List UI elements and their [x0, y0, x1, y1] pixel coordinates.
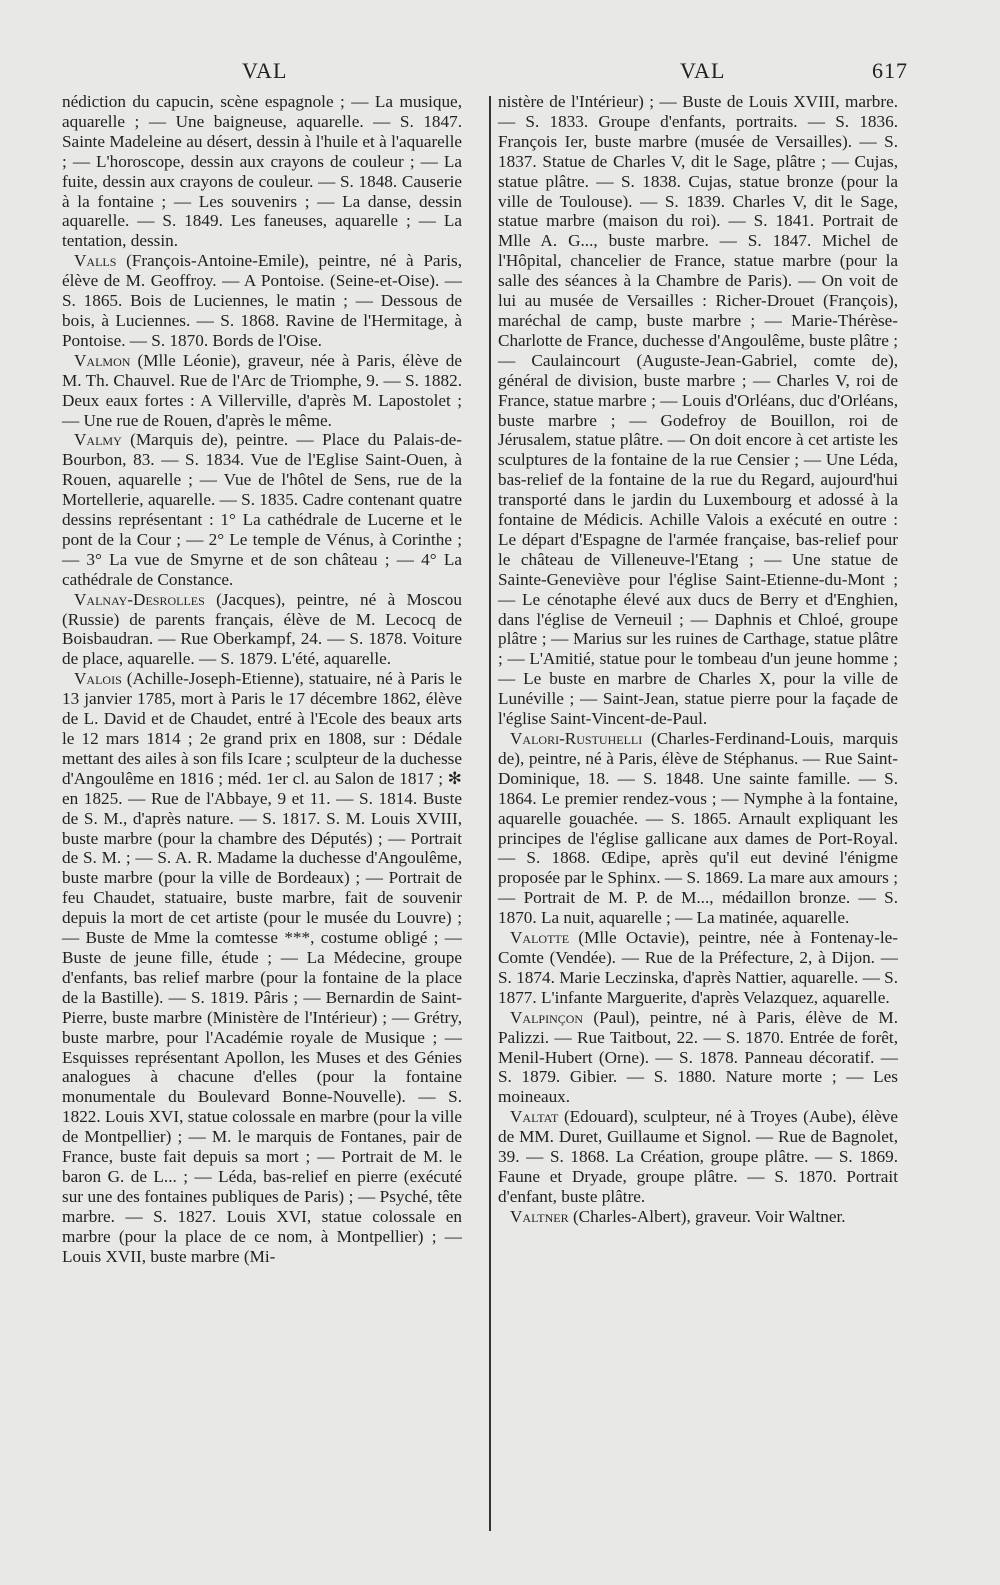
entry-name: Valnay-Desrolles — [74, 589, 205, 609]
entry-name: Valmy — [74, 430, 122, 450]
left-column — [62, 92, 462, 1266]
entry-name: Valpinçon — [510, 1007, 584, 1027]
entry-valpincon: Valpinçon (Paul), peintre, né à Paris, élève de M. Palizzi. — Rue Taitbout, 22. — S. 1870. Entrée de forêt, Menil-Hubert (Orne). — S. 1878. Panneau décoratif. — S. 1879. Gibier. — S. 1880. Nature morte ; — Les moineaux. — [498, 1007, 898, 1107]
entry-valotte: Valotte (Mlle Octavie), peintre, née à Fontenay-le-Comte (Vendée). — Rue de la Préfecture, 2, à Dijon. — S. 1874. Marie Leczinska, d'après Nattier, aquarelle. — S. 1877. L'infante Marguerite, d'après Velazquez, aquarelle. — [498, 928, 898, 1007]
entry-valori-rustuhelli: Valori-Rustuhelli (Charles-Ferdinand-Louis, marquis de), peintre, né à Paris, élève de Stéphanus. — Rue Saint-Dominique, 18. — S. 1848. Une sainte famille. — S. 1864. Le premier rendez-vous ; — Nymphe à la fontaine, aquarelle gouachée. — S. 1865. Arnault expliquant les principes de l'église gallicane aux dames de Port-Royal. — S. 1868. Œdipe, après qu'il eut deviné l'énigme proposée par le Sphinx. — S. 1869. La mare aux amours ; — Portrait de M. P. de M..., médaillon bronze. — S. 1870. La nuit, aquarelle ; — La matinée, aquarelle. — [498, 729, 899, 928]
page-number: 617 — [872, 58, 908, 83]
entry-name: Valmon — [74, 350, 131, 370]
entry-name: Valori-Rustuhelli — [510, 729, 643, 748]
entry-valnay-desrolles: Valnay-Desrolles (Jacques), peintre, né à Moscou (Russie) de parents français, élève de M. Lecocq de Boisbaudran. — Rue Oberkampf, 24. — S. 1878. Voiture de place, aquarelle. — S. 1879. L'été, aquarelle. — [62, 589, 462, 669]
entry-valmon: Valmon (Mlle Léonie), graveur, née à Paris, élève de M. Th. Chauvel. Rue de l'Arc de Triomphe, 9. — S. 1882. Deux eaux fortes : A Villerville, d'après M. Lapostolet ; — Une rue de Rouen, d'après le même. — [62, 350, 463, 430]
entry-continuation: nédiction du capucin, scène espagnole ; — La musique, aquarelle ; — Une baigneuse, aquarelle. — S. 1847. Sainte Madeleine au désert, dessin à l'huile et à l'aquarelle ; — L'horoscope, dessin aux crayons de couleur ; — La fuite, dessin aux crayons de couleur. — S. 1848. Causerie à la fontaine ; — Les souvenirs ; — La danse, dessin aquarelle. — S. 1849. Les faneuses, aquarelle ; — La tentation, dessin. — [62, 92, 462, 251]
column-divider — [489, 96, 491, 1531]
running-head-left: VAL — [242, 58, 288, 83]
entry-name: Valotte — [510, 928, 570, 948]
entry-name: Valtat — [510, 1107, 559, 1127]
entry-name: Valtner — [510, 1206, 569, 1226]
entry-valmy: Valmy (Marquis de), peintre. — Place du Palais-de-Bourbon, 83. — S. 1834. Vue de l'Eglise Saint-Ouen, à Rouen, aquarelle ; — Vue de l'hôtel de Sens, rue de la Mortellerie, aquarelle. — S. 1835. Cadre contenant quatre dessins représentant : 1° La cathédrale de Lucerne et le pont de la Cour ; — 2° Le temple de Vénus, à Corinthe ; — 3° La vue de Smyrne et de son château ; — 4° La cathédrale de Constance. — [62, 430, 463, 589]
entry-valois: Valois (Achille-Joseph-Etienne), statuaire, né à Paris le 13 janvier 1785, mort à Paris le 17 décembre 1862, élève de L. David et de Chaudet, entré à l'Ecole des beaux arts le 12 mars 1814 ; 2e grand prix en 1808, sur : Dédale mettant des ailes à son fils Icare ; sculpteur de la duchesse d'Angoulême en 1816 ; méd. 1er cl. au Salon de 1817 ; ✻ en 1825. — Rue de l'Abbaye, 9 et 11. — S. 1814. Buste de S. M., d'après nature. — S. 1817. S. M. Louis XVIII, buste marbre (pour la chambre des Députés) ; — Portrait de S. M. ; — S. A. R. Madame la duchesse d'Angoulême, buste marbre (pour la ville de Bordeaux) ; — Portrait de feu Chaudet, statuaire, buste marbre, fait de souvenir depuis la mort de cet artiste (pour le musée du Louvre) ; — Buste de Mme la comtesse ***, costume obligé ; — Buste de jeune fille, étude ; — La Médecine, groupe d'enfants, bas relief marbre (pour la fontaine de la place de la Bastille). — S. 1819. Pâris ; — Bernardin de Saint-Pierre, buste marbre (Ministère de l'Intérieur) ; — Grétry, buste marbre, pour l'Académie royale de Musique ; — Esquisses représentant Apollon, les Muses et des Génies analogues à chacune d'elles (pour la fontaine monumentale du Boulevard Bonne-Nouvelle). — S. 1822. Louis XVI, statue colossale en marbre (pour la ville de Montpellier) ; — M. le marquis de Fontanes, pair de France, buste fait depuis sa mort ; — Portrait de M. le baron G. de L... ; — Léda, bas-relief en pierre (exécuté sur une des fontaines publiques de Paris) ; — Psyché, tête marbre. — S. 1827. Louis XVI, statue colossale en marbre (pour la place de ce nom, à Montpellier) ; — Louis XVII, buste marbre (Mi- — [62, 669, 462, 1266]
entry-valls: Valls (François-Antoine-Emile), peintre, né à Paris, élève de M. Geoffroy. — A Pontoise. (Seine-et-Oise). — S. 1865. Bois de Luciennes, le matin ; — Dessous de bois, à Luciennes. — S. 1868. Ravine de l'Hermitage, à Pontoise. — S. 1870. Bords de l'Oise. — [62, 251, 463, 350]
entry-continuation: nistère de l'Intérieur) ; — Buste de Louis XVIII, marbre. — S. 1833. Groupe d'enfants, portraits. — S. 1836. François Ier, buste marbre (musée de Versailles). — S. 1837. Statue de Charles V, dit le Sage, plâtre ; — Cujas, statue plâtre. — S. 1838. Cujas, statue bronze (pour la ville de Toulouse). — S. 1839. Charles V, dit le Sage, statue marbre (maison du roi). — S. 1841. Portrait de Mlle A. G..., buste marbre. — S. 1847. Michel de l'Hôpital, chancelier de France, statue marbre (pour la salle des séances à la Chambre de Paris). — On voit de lui au musée de Versailles : Richer-Drouet (François), maréchal de camp, buste marbre ; — Marie-Thérèse-Charlotte de France, duchesse d'Angoulême, buste plâtre ; — Caulaincourt (Auguste-Jean-Gabriel, comte de), général de division, buste marbre ; — Charles V, roi de France, statue marbre ; — Louis d'Orléans, duc d'Orléans, buste marbre ; — Godefroy de Bouillon, roi de Jérusalem, statue plâtre. — On doit encore à cet artiste les sculptures de la fontaine de la rue Censier ; — Une Léda, bas-relief de la fontaine de la rue du Regard, aujourd'hui transporté dans le jardin du Luxembourg et adossé à la fontaine de Médicis. Achille Valois a exécuté en outre : Le départ d'Espagne de l'armée française, bas-relief pour le château de Villeneuve-l'Etang ; — Une statue de Sainte-Geneviève pour l'église Saint-Etienne-du-Mont ; — Le cénotaphe élevé aux ducs de Berry et d'Enghien, dans l'église de Verneuil ; — Daphnis et Chloé, groupe plâtre ; — Marius sur les ruines de Carthage, statue plâtre ; — L'Amitié, statue pour le tombeau d'un jeune homme ; — Le buste en marbre de Charles X, pour la ville de Lunéville ; — Saint-Jean, statue pierre pour la façade de l'église Saint-Vincent-de-Paul. — [498, 92, 898, 729]
entry-valtat: Valtat (Edouard), sculpteur, né à Troyes (Aube), élève de MM. Duret, Guillaume et Signol. — Rue de Bagnolet, 39. — S. 1868. La Création, groupe plâtre. — S. 1869. Faune et Dryade, groupe plâtre. — S. 1870. Portrait d'enfant, buste plâtre. — [498, 1107, 898, 1206]
right-column — [498, 92, 898, 1227]
entry-name: Valls — [74, 251, 117, 271]
entry-valtner: Valtner (Charles-Albert), graveur. Voir Waltner. — [510, 1206, 846, 1226]
running-head-right: VAL — [680, 58, 726, 83]
entry-name: Valois — [74, 669, 122, 689]
